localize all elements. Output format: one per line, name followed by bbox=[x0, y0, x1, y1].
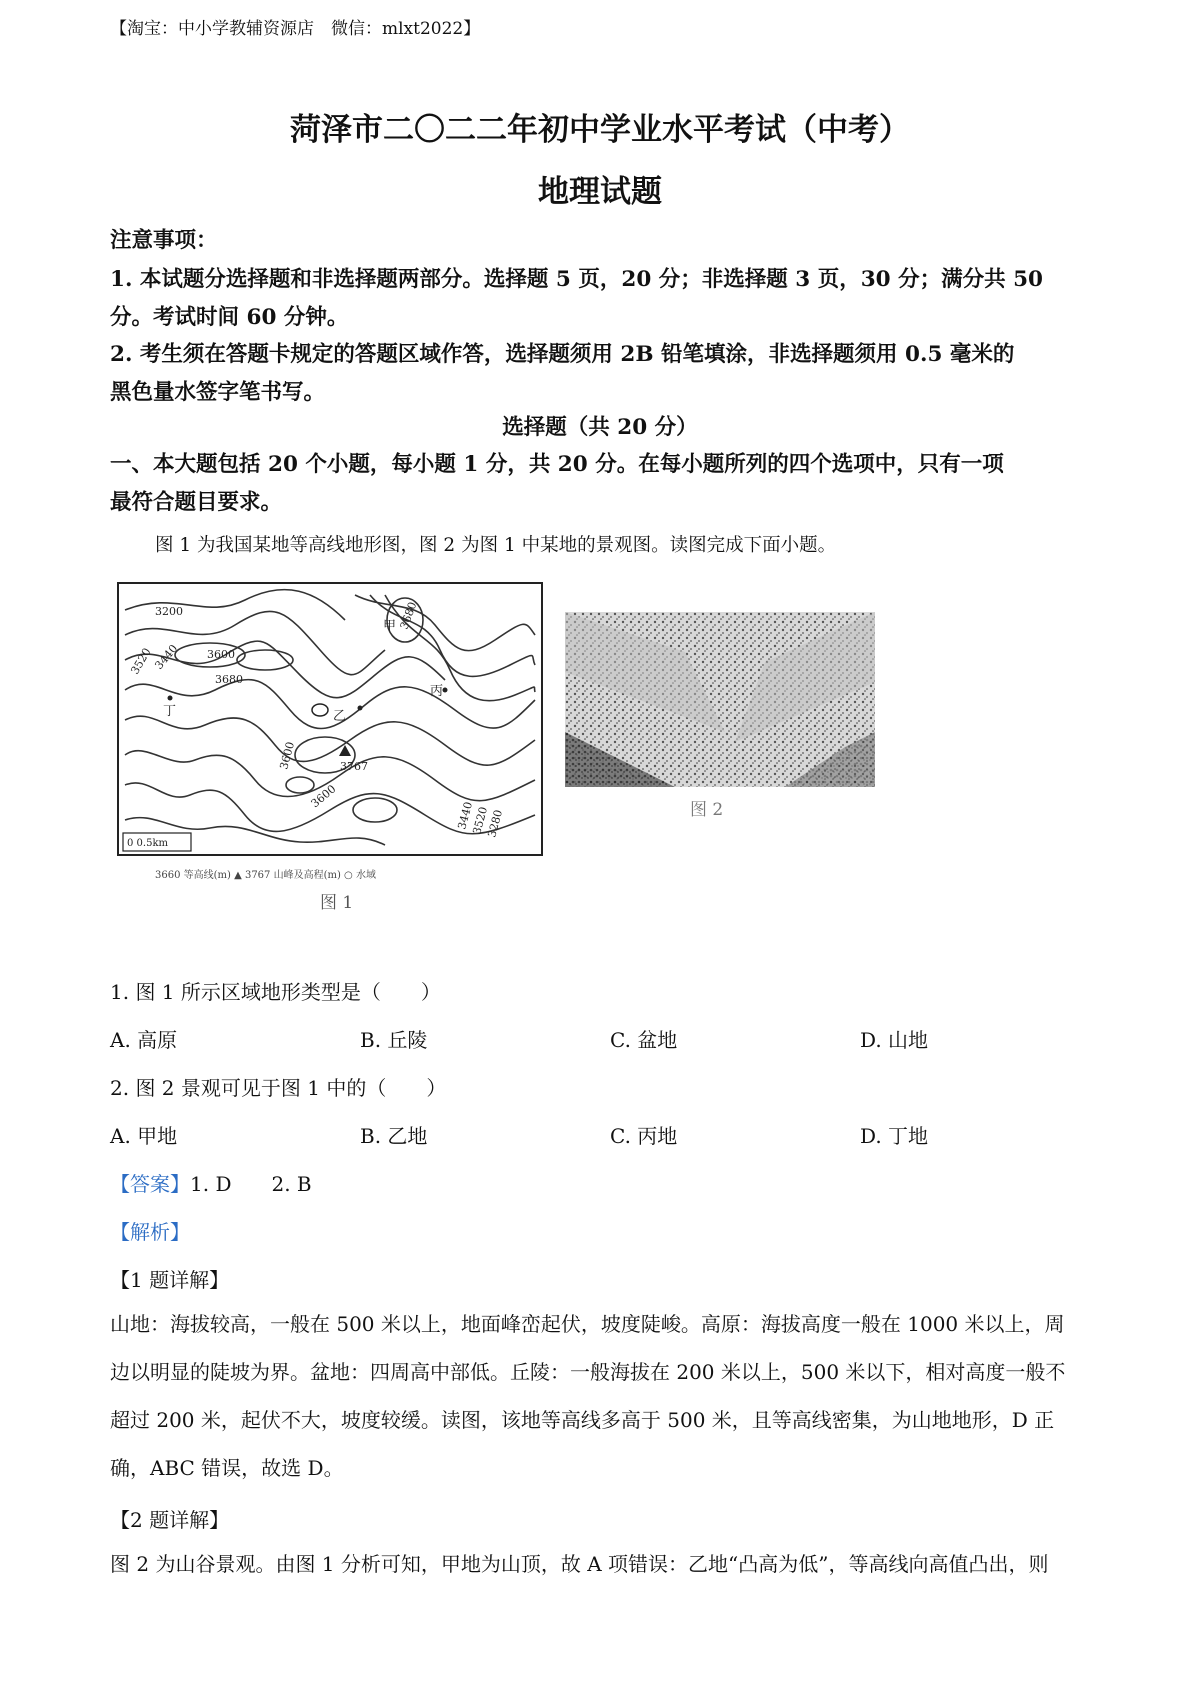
answer-text: 1. D 2. B bbox=[190, 1172, 312, 1196]
scale-label: 0 0.5km bbox=[127, 838, 168, 849]
analysis-label: 【解析】 bbox=[110, 1220, 190, 1244]
place-label-yi: 乙 bbox=[333, 709, 347, 724]
section-heading: 选择题（共 20 分） bbox=[502, 415, 698, 440]
contour-label: 3440 bbox=[455, 800, 476, 831]
notice-item-2-line-1: 2. 考生须在答题卡规定的答题区域作答，选择题须用 2B 铅笔填涂，非选择题须用 0.5 毫米的 bbox=[110, 342, 1015, 367]
figure-1-contour-map bbox=[115, 580, 545, 910]
notice-heading: 注意事项： bbox=[110, 228, 218, 253]
contour-label: 3280 bbox=[485, 808, 506, 839]
answer-line bbox=[110, 1168, 312, 1197]
peak-elevation-label: 3767 bbox=[340, 760, 368, 773]
figure-intro: 图 1 为我国某地等高线地形图，图 2 为图 1 中某地的景观图。读图完成下面小题。 bbox=[155, 535, 837, 556]
question-2-option-a: A. 甲地 bbox=[110, 1124, 178, 1148]
detail-1-line: 边以明显的陡坡为界。盆地：四周高中部低。丘陵：一般海拔在 200 米以上，500 米以下，相对高度一般不 bbox=[110, 1360, 1066, 1384]
detail-1-label: 【1 题详解】 bbox=[110, 1268, 230, 1292]
exam-title: 菏泽市二〇二二年初中学业水平考试（中考） bbox=[290, 112, 910, 148]
contour-label: 3680 bbox=[397, 600, 420, 632]
question-1-option-c: C. 盆地 bbox=[610, 1028, 678, 1052]
question-2-option-d: D. 丁地 bbox=[860, 1124, 929, 1148]
contour-map-graphic bbox=[115, 580, 545, 910]
answer-label: 【答案】 bbox=[110, 1172, 190, 1196]
contour-label: 3200 bbox=[155, 605, 183, 618]
question-2-stem: 2. 图 2 景观可见于图 1 中的（ ） bbox=[110, 1076, 447, 1100]
contour-label: 3600 bbox=[207, 648, 235, 661]
question-1-stem: 1. 图 1 所示区域地形类型是（ ） bbox=[110, 980, 441, 1004]
notice-item-2-line-2: 黑色量水签字笔书写。 bbox=[110, 380, 326, 405]
notice-item-1-line-1: 1. 本试题分选择题和非选择题两部分。选择题 5 页，20 分；非选择题 3 页，30 分；满分共 50 bbox=[110, 267, 1044, 292]
contour-label: 3520 bbox=[470, 805, 491, 836]
contour-label: 3520 bbox=[128, 645, 154, 677]
detail-1-line: 山地：海拔较高，一般在 500 米以上，地面峰峦起伏，坡度陡峻。高原：海拔高度一般在 1000 米以上，周 bbox=[110, 1312, 1065, 1336]
contour-label: 3600 bbox=[277, 740, 298, 771]
question-1-option-b: B. 丘陵 bbox=[360, 1028, 428, 1052]
map-legend: 3660 等高线(m) ▲ 3767 山峰及高程(m) ○ 水域 bbox=[155, 870, 376, 881]
detail-1-paragraph bbox=[110, 1300, 1100, 1492]
detail-2-line: 图 2 为山谷景观。由图 1 分析可知，甲地为山顶，故 A 项错误：乙地“凸高为低”，等高线向高值凸出，则 bbox=[110, 1552, 1049, 1576]
contour-label: 3440 bbox=[152, 642, 181, 672]
section-instruction-line-1: 一、本大题包括 20 个小题，每小题 1 分，共 20 分。在每小题所列的四个选项中，只有一项 bbox=[110, 452, 1004, 477]
detail-2-label: 【2 题详解】 bbox=[110, 1508, 230, 1532]
place-label-bing: 丙 bbox=[430, 684, 444, 699]
detail-1-line: 超过 200 米，起伏不大，坡度较缓。读图，该地等高线多高于 500 米，且等高线密集，为山地地形，D 正 bbox=[110, 1408, 1055, 1432]
figure-2-landscape-photo bbox=[565, 612, 875, 822]
question-2-option-b: B. 乙地 bbox=[360, 1124, 428, 1148]
detail-1-line: 确，ABC 错误，故选 D。 bbox=[110, 1456, 344, 1480]
header-note: 【淘宝：中小学教辅资源店 微信：mlxt2022】 bbox=[110, 19, 481, 39]
question-2-option-c: C. 丙地 bbox=[610, 1124, 678, 1148]
detail-2-paragraph bbox=[110, 1540, 1100, 1588]
place-label-jia: 甲 bbox=[383, 619, 397, 634]
section-instruction-line-2: 最符合题目要求。 bbox=[110, 490, 283, 515]
notice-item-1-line-2: 分。考试时间 60 分钟。 bbox=[110, 305, 349, 330]
contour-label: 3680 bbox=[215, 673, 243, 686]
question-1-option-a: A. 高原 bbox=[110, 1028, 178, 1052]
subject-title: 地理试题 bbox=[538, 174, 662, 210]
contour-label: 3600 bbox=[308, 782, 339, 811]
figure-2-caption: 图 2 bbox=[690, 800, 724, 820]
question-1-option-d: D. 山地 bbox=[860, 1028, 929, 1052]
place-label-ding: 丁 bbox=[163, 704, 177, 719]
figure-1-caption: 图 1 bbox=[320, 893, 354, 910]
